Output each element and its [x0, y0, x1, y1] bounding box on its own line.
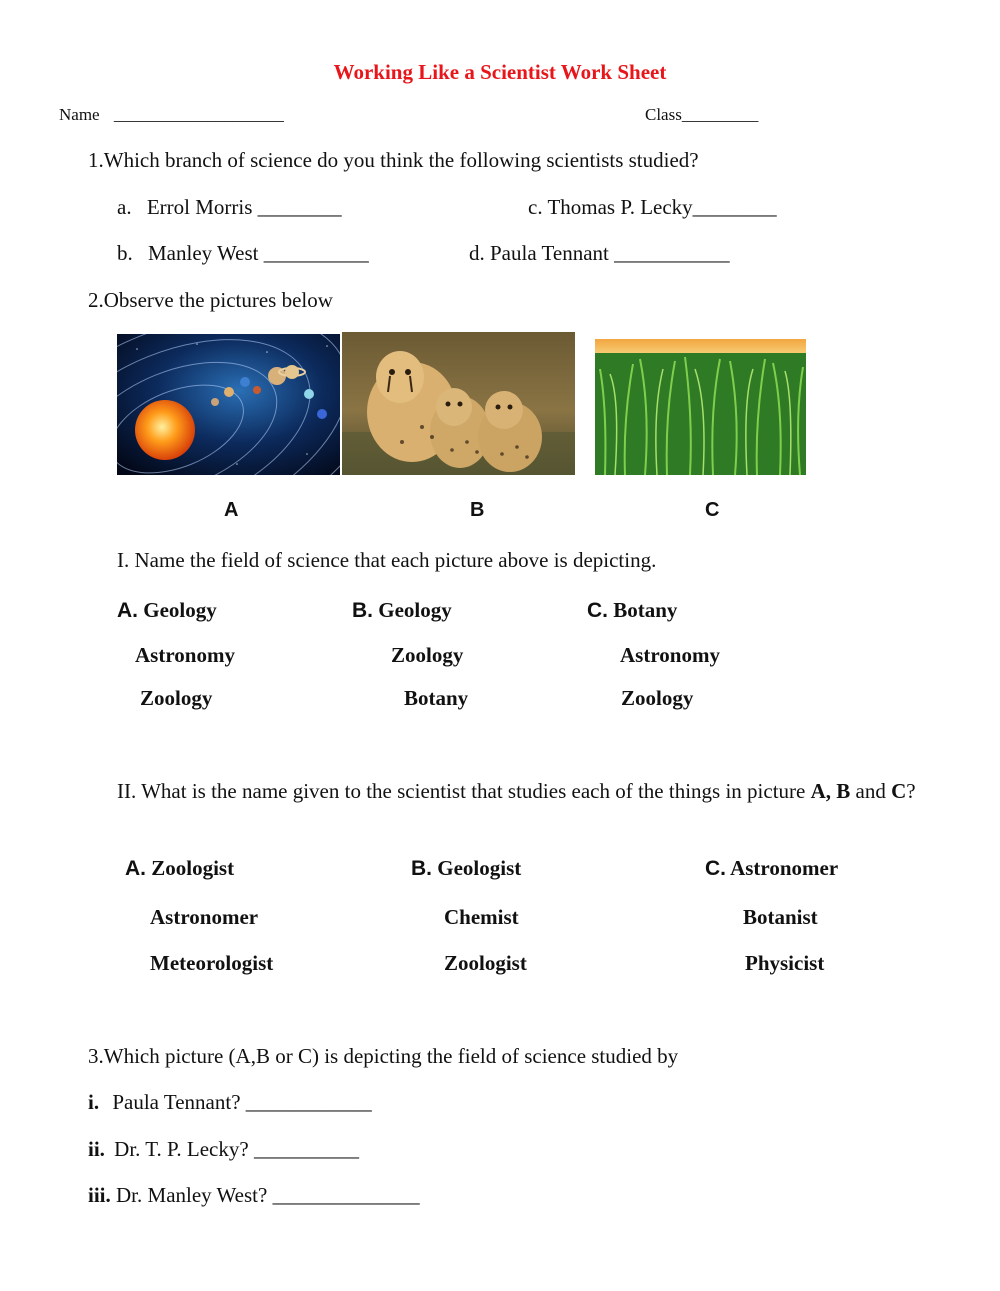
- q1-item-d-marker: d.: [469, 241, 485, 265]
- part1-b-option-1: Geology: [378, 598, 452, 622]
- cheetahs-image: [342, 332, 575, 475]
- part2-c-option-3[interactable]: Physicist: [745, 951, 825, 975]
- q1-item-a-marker: a.: [117, 195, 132, 219]
- name-field[interactable]: [59, 105, 284, 125]
- part2-b-option-2[interactable]: Chemist: [444, 905, 519, 929]
- picture-label-a: A: [224, 499, 239, 521]
- part1-letter-b: B.: [352, 599, 373, 622]
- part1-letter-c: C.: [587, 599, 608, 622]
- part1-column-b[interactable]: [352, 598, 452, 623]
- q3-item-iii-text: Dr. Manley West? ______________: [116, 1183, 420, 1207]
- q1-item-b-marker: b.: [117, 241, 133, 265]
- part1-a-option-2[interactable]: Astronomy: [135, 643, 235, 667]
- part2-a-option-3[interactable]: Meteorologist: [150, 951, 274, 975]
- part2-column-a[interactable]: [125, 856, 234, 881]
- q2-part1-prompt: I. Name the field of science that each picture above is depicting.: [117, 548, 657, 572]
- part1-b-option-3[interactable]: Botany: [404, 686, 469, 710]
- q2-prompt: 2.Observe the pictures below: [88, 288, 333, 312]
- q1-item-c-marker: c.: [528, 195, 543, 219]
- q3-prompt: 3.Which picture (A,B or C) is depicting the field of science studied by: [88, 1044, 679, 1068]
- part1-c-option-2[interactable]: Astronomy: [620, 643, 720, 667]
- q3-item-i: [88, 1090, 372, 1115]
- part2-prompt-end: ?: [906, 779, 916, 803]
- part2-letter-b: B.: [411, 857, 432, 880]
- part1-c-option-3[interactable]: Zoology: [621, 686, 694, 710]
- q2-part2-prompt: [117, 776, 927, 806]
- name-blank: ____________________: [113, 105, 284, 124]
- class-blank: _________: [681, 105, 759, 124]
- worksheet-title: Working Like a Scientist Work Sheet: [333, 60, 667, 84]
- part2-b-option-1: Geologist: [437, 856, 522, 880]
- part1-column-c[interactable]: [587, 598, 677, 623]
- part2-column-b[interactable]: [411, 856, 521, 881]
- q3-item-i-marker: i.: [88, 1090, 100, 1114]
- q1-item-a-text: Errol Morris ________: [146, 195, 342, 219]
- q3-item-ii-text: Dr. T. P. Lecky? __________: [114, 1137, 359, 1161]
- part1-c-option-1: Botany: [613, 598, 678, 622]
- part1-column-a[interactable]: [117, 598, 217, 623]
- part2-letter-a: A.: [125, 857, 146, 880]
- name-label: Name: [59, 105, 100, 124]
- q1-item-b: [117, 241, 369, 266]
- part1-letter-a: A.: [117, 599, 138, 622]
- part1-b-option-2[interactable]: Zoology: [391, 643, 464, 667]
- q1-item-b-text: Manley West __________: [148, 241, 369, 265]
- part2-c-option-1: Astronomer: [730, 856, 839, 880]
- part2-prompt-bold2: C: [891, 779, 907, 803]
- q3-item-ii: [88, 1137, 359, 1162]
- q3-item-iii-marker: iii.: [88, 1183, 111, 1207]
- q1-item-c: [528, 195, 777, 220]
- part1-a-option-1: Geology: [143, 598, 217, 622]
- class-field[interactable]: [645, 105, 758, 125]
- part2-a-option-2[interactable]: Astronomer: [150, 905, 259, 929]
- q3-item-ii-marker: ii.: [88, 1137, 105, 1161]
- q1-item-a: [117, 195, 342, 220]
- q1-item-c-text: Thomas P. Lecky________: [547, 195, 777, 219]
- part2-prompt-bold1: A, B: [810, 779, 851, 803]
- part1-a-option-3[interactable]: Zoology: [140, 686, 213, 710]
- part2-b-option-3[interactable]: Zoologist: [444, 951, 527, 975]
- part2-a-option-1: Zoologist: [151, 856, 235, 880]
- part2-letter-c: C.: [705, 857, 726, 880]
- part2-column-c[interactable]: [705, 856, 838, 881]
- q3-item-i-text: Paula Tennant? ____________: [112, 1090, 372, 1114]
- q1-item-d: [469, 241, 730, 266]
- corn-field-image: [595, 339, 806, 475]
- q1-prompt: 1.Which branch of science do you think the following scientists studied?: [88, 148, 699, 172]
- q3-item-iii: [88, 1183, 420, 1208]
- q1-item-d-text: Paula Tennant ___________: [490, 241, 730, 265]
- part2-prompt-start: II. What is the name given to the scientist that studies each of the things in picture: [117, 779, 806, 803]
- class-label: Class: [645, 105, 682, 124]
- part2-prompt-and: and: [855, 779, 886, 803]
- picture-label-c: C: [705, 499, 720, 521]
- picture-label-b: B: [470, 499, 485, 521]
- solar-system-image: [117, 334, 340, 475]
- part2-c-option-2[interactable]: Botanist: [743, 905, 818, 929]
